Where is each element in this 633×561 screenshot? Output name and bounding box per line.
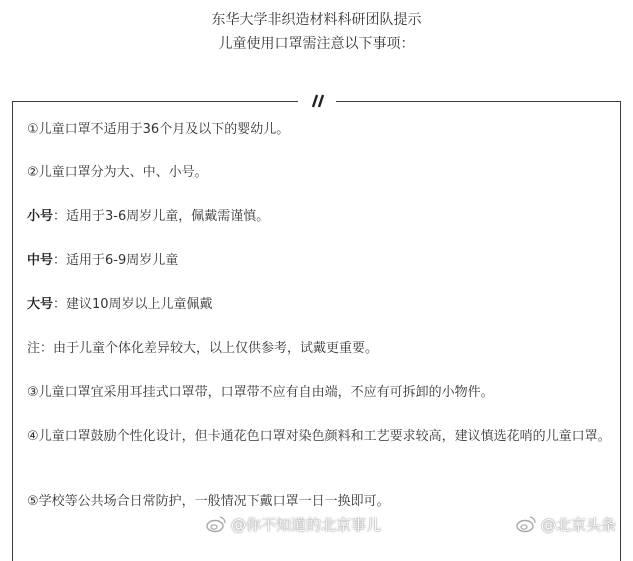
item-4-design: ④儿童口罩鼓励个性化设计，但卡通花色口罩对染色颜料和工艺要求较高，建议慎选花哨的儿童口罩。 (27, 429, 611, 444)
size-large-text: ：建议10周岁以上儿童佩戴 (53, 297, 213, 312)
header-title: 东华大学非织造材料科研团队提示 (211, 12, 422, 28)
weibo-logo-icon (515, 515, 537, 533)
item-3-ear-loops: ③儿童口罩宜采用耳挂式口罩带，口罩带不应有自由端，不应有可拆卸的小物件。 (27, 385, 494, 400)
watermark-right (515, 512, 616, 536)
weibo-logo-icon (205, 515, 227, 533)
size-note: 注：由于儿童个体化差异较大，以上仅供参考，试戴更重要。 (27, 341, 379, 356)
watermark-right-text: @北京头条 (541, 515, 617, 534)
item-2-sizes: ②儿童口罩分为大、中、小号。 (27, 165, 208, 180)
size-small-label: 小号 (27, 209, 54, 224)
size-small (27, 206, 612, 228)
size-medium (27, 250, 612, 272)
size-large (27, 294, 612, 316)
size-medium-label: 中号 (27, 253, 54, 268)
watermark-left (205, 512, 381, 536)
item-1-age-limit: ①儿童口罩不适用于36个月及以下的婴幼儿。 (27, 122, 290, 137)
size-medium-text: ：适用于6-9周岁儿童 (53, 253, 179, 268)
item-5-daily-change: ⑤学校等公共场合日常防护，一般情况下戴口罩一日一换即可。 (27, 494, 390, 509)
watermark-left-text: @你不知道的北京事儿 (231, 515, 382, 534)
header-subtitle: 儿童使用口罩需注意以下事项： (218, 36, 415, 52)
size-large-label: 大号 (27, 297, 54, 312)
double-slash-icon (298, 92, 336, 110)
size-small-text: ：适用于3-6周岁儿童，佩戴需谨慎。 (53, 209, 270, 224)
